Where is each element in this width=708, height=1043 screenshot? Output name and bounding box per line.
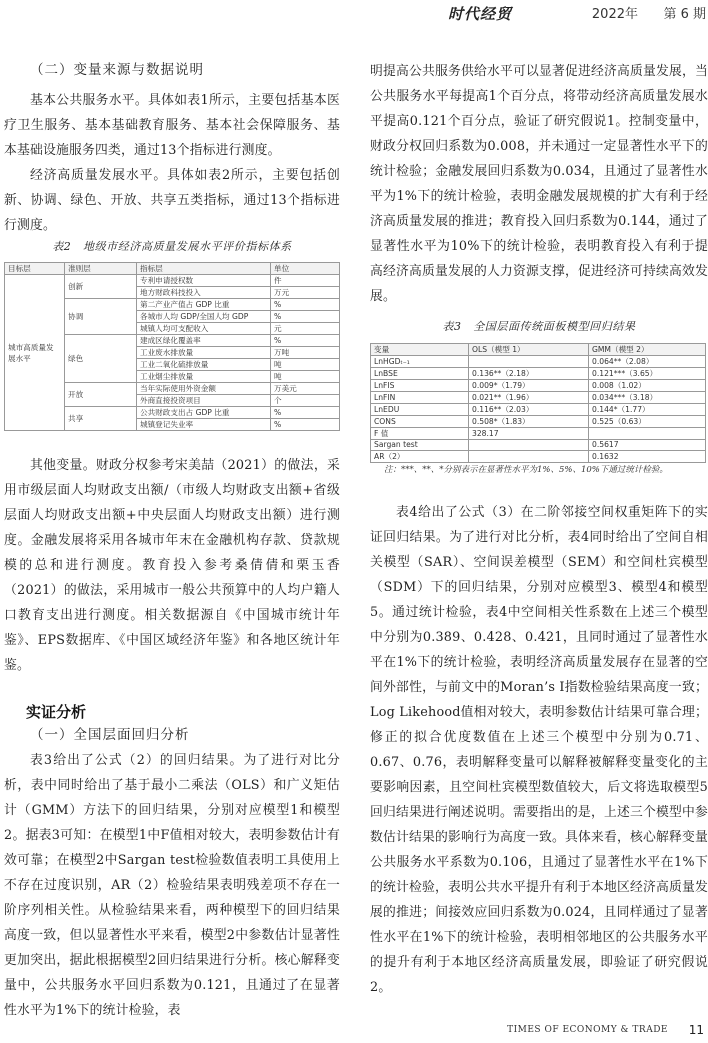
table-row: [371, 416, 706, 428]
indicator-cell: 专利申请授权数: [137, 275, 271, 287]
paragraph-spatial-results: 表4给出了公式（3）在二阶邻接空间权重矩阵下的实证回归结果。为了进行对比分析，表4同时给出了空间自相关模型（SAR）、空间误差模型（SEM）和空间杜宾模型（SDM）下的回归结果，分别对应模型3、模型4和模型5。通过统计检验，表4中空间相关性系数在上述三个模型中分别为0.389、0.428、0.421，且同时通过了显著性水平在1%下的统计检验，表明经济高质量发展存在显著的空间外部性，与前文中的Moran’s I指数检验结果高度一致；Log Likehood值相对较大，表明参数估计结果可靠合理；修正的拟合优度数值在上述三个模型中分别为0.71、0.67、0.76，表明解释变量可以解释被解释变量变化的主要影响因素，且空间杜宾模型数值较大，后文将选取模型5回归结果进行阐述说明。需要指出的是，上述三个模型中参数估计结果的影响行为高度一致。具体来看，核心解释变量公共服务水平系数为0.106，且通过了显著性水平在1%下的统计检验，表明公共水平提升有利于本地区经济高质量发展的推进；间接效应回归系数为0.024，且同样通过了显著性水平在1%下的统计检验，表明相邻地区的公共服务水平的提升有利于本地区经济高质量发展，即验证了研究假说2。: [370, 505, 708, 995]
subsection-heading-national: （一）全国层面回归分析: [30, 727, 190, 743]
criterion-cell: 绿色: [65, 335, 137, 383]
indicator-cell: 地方财政科技投入: [137, 287, 271, 299]
table-header-row: [5, 263, 340, 275]
page-header: [0, 0, 708, 26]
table-row: [371, 356, 706, 368]
variable-cell: LnFIS: [371, 380, 469, 392]
unit-cell: 吨: [271, 371, 340, 383]
table2-container: [4, 262, 340, 431]
coefficient-cell: 0.136**（2.18）: [469, 368, 589, 380]
coefficient-cell: [589, 428, 706, 440]
criterion-cell: 开放: [65, 383, 137, 407]
coefficient-cell: [469, 440, 589, 451]
journal-brand: 时代经贸: [447, 5, 512, 23]
table-row: [371, 404, 706, 416]
unit-cell: %: [271, 299, 340, 311]
unit-cell: 个: [271, 395, 340, 407]
target-layer-cell: 城市高质量发展水平: [5, 275, 65, 431]
coefficient-cell: 0.064**（2.08）: [589, 356, 706, 368]
column-header: 单位: [271, 263, 340, 275]
unit-cell: 万元: [271, 287, 340, 299]
variable-cell: CONS: [371, 416, 469, 428]
unit-cell: 万美元: [271, 383, 340, 395]
variable-cell: LnEDU: [371, 404, 469, 416]
subsection-heading-variables: （二）变量来源与数据说明: [30, 62, 204, 78]
column-header: 变量: [371, 344, 469, 356]
table3-container: [370, 343, 708, 463]
paragraph-regression-results: 表3给出了公式（2）的回归结果。为了进行对比分析，表中同时给出了基于最小二乘法（OLS）和广义矩估计（GMM）方法下的回归结果，分别对应模型1和模型2。据表3可知：在模型1中F值相对较大，表明参数估计有效可靠；在模型2中Sargan test检验数值表明工具使用上不存在过度识别，AR（2）检验结果表明残差项不存在一阶序列相关性。从检验结果来看，两种模型下的回归结果高度一致，但以显著性水平来看，模型2中参数估计显著性更加突出，据此根据模型2回归结果进行分析。核心解释变量中，公共服务水平回归系数为0.121，且通过了在显著性水平为1%下的统计检验，表: [4, 753, 340, 1018]
table3: [370, 343, 706, 463]
coefficient-cell: 0.008（1.02）: [589, 380, 706, 392]
table-row: [371, 450, 706, 462]
coefficient-cell: [469, 450, 589, 462]
column-header: GMM（模型 2）: [589, 344, 706, 356]
coefficient-cell: 0.121***（3.65）: [589, 368, 706, 380]
unit-cell: 件: [271, 275, 340, 287]
table-row: [371, 380, 706, 392]
unit-cell: %: [271, 419, 340, 431]
issue-year: 2022年: [591, 7, 638, 22]
unit-cell: 吨: [271, 359, 340, 371]
indicator-cell: 各城市人均 GDP/全国人均 GDP: [137, 311, 271, 323]
indicator-cell: 外商直接投资项目: [137, 395, 271, 407]
unit-cell: 元: [271, 323, 340, 335]
table-row: [371, 428, 706, 440]
indicator-cell: 建成区绿化覆盖率: [137, 335, 271, 347]
journal-name-footer: TIMES OF ECONOMY & TRADE: [507, 1025, 668, 1035]
paragraph-economic-quality: 经济高质量发展水平。具体如表2所示，主要包括创新、协调、绿色、开放、共享五类指标，通过13个指标进行测度。: [4, 168, 340, 233]
indicator-cell: 工业烟尘排放量: [137, 371, 271, 383]
paragraph-hypothesis-1: 明提高公共服务供给水平可以显著促进经济高质量发展，当公共服务水平每提高1个百分点，将带动经济高质量发展水平提高0.121个百分点，验证了研究假说1。控制变量中，财政分权回归系数为0.008，并未通过一定显著性水平下的统计检验；金融发展回归系数为0.034，且通过了显著性水平为1%下的统计检验，表明金融发展规模的扩大有利于经济高质量发展的推进；教育投入回归系数为0.144，通过了显著性水平为10%下的统计检验，表明教育投入有利于提高经济高质量发展的人力资源支撑，促进经济可持续高效发展。: [370, 64, 708, 304]
indicator-cell: 工业废水排放量: [137, 347, 271, 359]
criterion-cell: 共享: [65, 407, 137, 431]
table3-title: 表3 全国层面传统面板模型回归结果: [442, 320, 636, 333]
indicator-cell: 城镇登记失业率: [137, 419, 271, 431]
coefficient-cell: [469, 356, 589, 368]
variable-cell: LnFIN: [371, 392, 469, 404]
coefficient-cell: 0.009*（1.79）: [469, 380, 589, 392]
coefficient-cell: 0.5617: [589, 440, 706, 451]
column-header: 准则层: [65, 263, 137, 275]
indicator-cell: 当年实际使用外资金额: [137, 383, 271, 395]
coefficient-cell: 0.1632: [589, 450, 706, 462]
section-heading-empirical: 实证分析: [26, 703, 87, 721]
table3-note: 注：***、**、*分别表示在显著性水平为1%、5%、10%下通过统计检验。: [384, 465, 668, 475]
coefficient-cell: 0.508*（1.83）: [469, 416, 589, 428]
unit-cell: %: [271, 407, 340, 419]
unit-cell: %: [271, 335, 340, 347]
unit-cell: %: [271, 311, 340, 323]
variable-cell: LnBSE: [371, 368, 469, 380]
table-row: [371, 368, 706, 380]
paragraph-public-service: 基本公共服务水平。具体如表1所示，主要包括基本医疗卫生服务、基本基础教育服务、基本社会保障服务、基本基础设施服务四类，通过13个指标进行测度。: [4, 93, 340, 158]
indicator-cell: 第二产业产值占 GDP 比重: [137, 299, 271, 311]
column-header: 指标层: [137, 263, 271, 275]
indicator-cell: 工业二氧化硫排放量: [137, 359, 271, 371]
column-header: 目标层: [5, 263, 65, 275]
table-row: [371, 392, 706, 404]
coefficient-cell: 0.525（0.63）: [589, 416, 706, 428]
variable-cell: F 值: [371, 428, 469, 440]
criterion-cell: 协调: [65, 299, 137, 335]
coefficient-cell: 0.116**（2.03）: [469, 404, 589, 416]
paragraph-other-variables: 其他变量。财政分权参考宋美喆（2021）的做法，采用市级层面人均财政支出额/（市级人均财政支出额+省级层面人均财政支出额+中央层面人均财政支出额）进行测度。金融发展将采用各城市年末在金融机构存款、贷款规模的总和进行测度。教育投入参考桑倩倩和栗玉香（2021）的做法，采用城市一般公共预算中的人均户籍人口教育支出进行测度。相关数据源自《中国城市统计年鉴》、EPS数据库、《中国区域经济年鉴》和各地区统计年鉴。: [4, 458, 340, 673]
page-footer: [0, 1023, 708, 1043]
table-row: [5, 275, 340, 287]
indicator-cell: 公共财政支出占 GDP 比重: [137, 407, 271, 419]
table2-title: 表2 地级市经济高质量发展水平评价指标体系: [52, 240, 292, 253]
page-number: 11: [688, 1023, 704, 1037]
variable-cell: LnHGDₜ₋₁: [371, 356, 469, 368]
coefficient-cell: 328.17: [469, 428, 589, 440]
issue-number: 第 6 期: [663, 7, 706, 22]
coefficient-cell: 0.144*（1.77）: [589, 404, 706, 416]
coefficient-cell: 0.034***（3.18）: [589, 392, 706, 404]
table-row: [371, 440, 706, 451]
variable-cell: Sargan test: [371, 440, 469, 451]
indicator-cell: 城镇人均可支配收入: [137, 323, 271, 335]
column-header: OLS（模型 1）: [469, 344, 589, 356]
coefficient-cell: 0.021**（1.96）: [469, 392, 589, 404]
variable-cell: AR（2）: [371, 450, 469, 462]
table2: [4, 262, 340, 431]
criterion-cell: 创新: [65, 275, 137, 299]
unit-cell: 万吨: [271, 347, 340, 359]
table-header-row: [371, 344, 706, 356]
